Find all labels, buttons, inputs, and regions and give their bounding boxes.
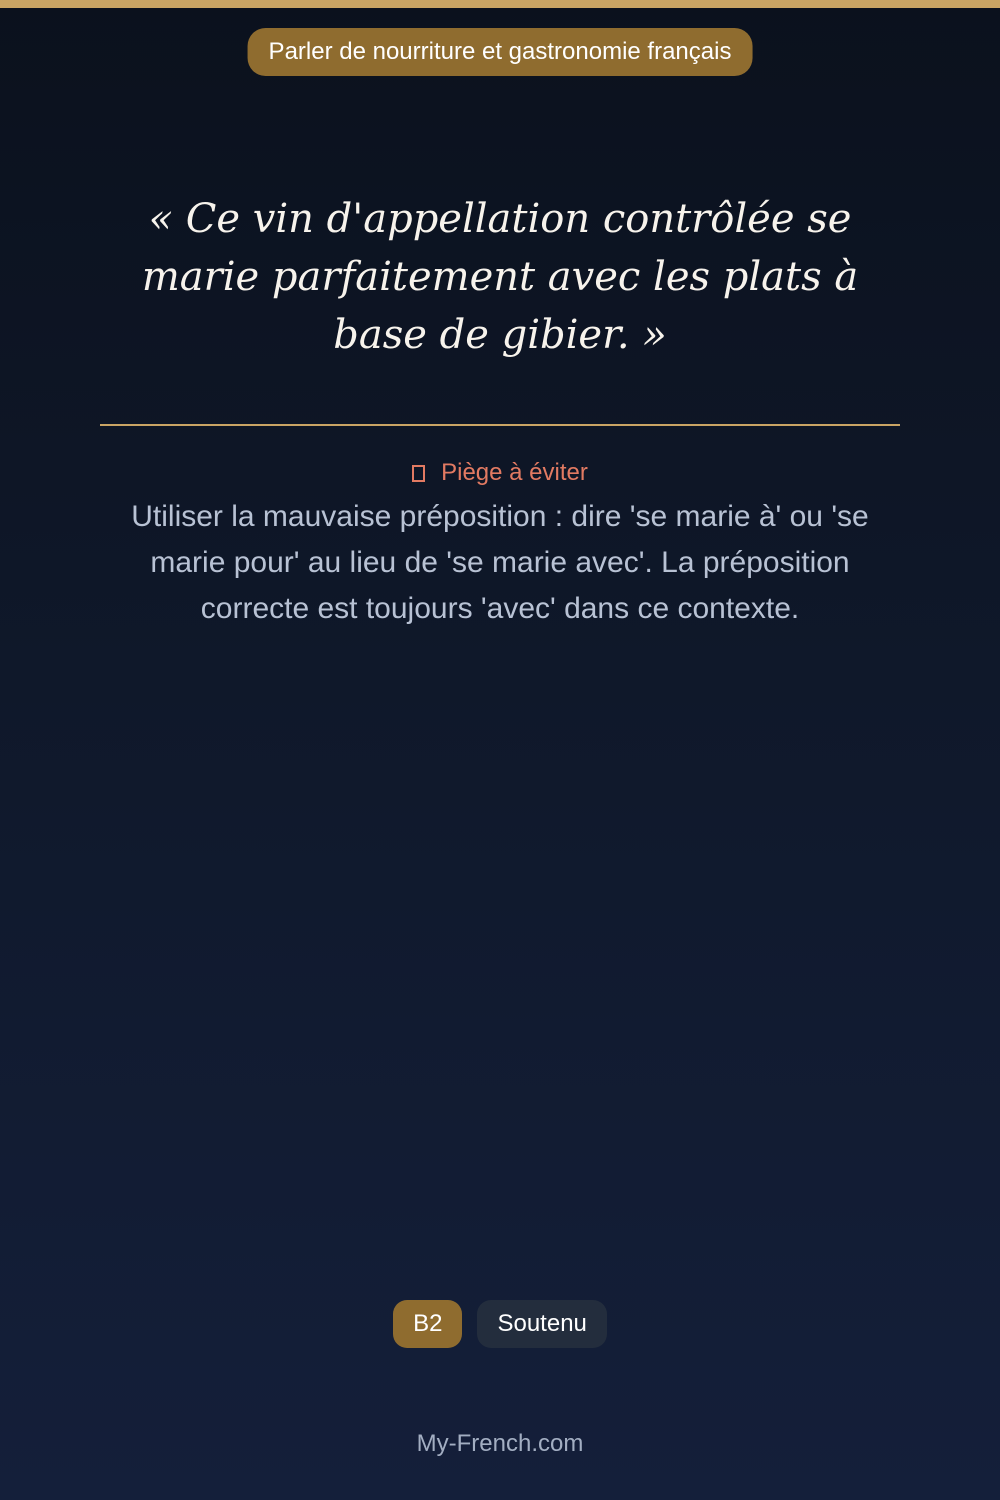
category-badge: Parler de nourriture et gastronomie français bbox=[248, 28, 753, 76]
pitfall-heading-label: Piège à éviter bbox=[441, 459, 588, 486]
example-quote: « Ce vin d'appellation contrôlée se marie parfaitement avec les plats à base de gibier. » bbox=[141, 196, 859, 358]
top-accent-bar bbox=[0, 0, 1000, 8]
warning-box-icon bbox=[412, 465, 425, 482]
tag-list bbox=[0, 1300, 1000, 1348]
level-badge: B2 bbox=[393, 1300, 462, 1348]
pitfall-explanation: Utiliser la mauvaise préposition : dire 'se marie à' ou 'se marie pour' au lieu de 'se marie avec'. La préposition correcte est toujours 'avec' dans ce contexte. bbox=[131, 500, 869, 625]
divider bbox=[100, 424, 900, 426]
footer-site-name: My-French.com bbox=[416, 1430, 584, 1457]
register-badge: Soutenu bbox=[477, 1300, 606, 1348]
pitfall-heading bbox=[0, 458, 1000, 488]
